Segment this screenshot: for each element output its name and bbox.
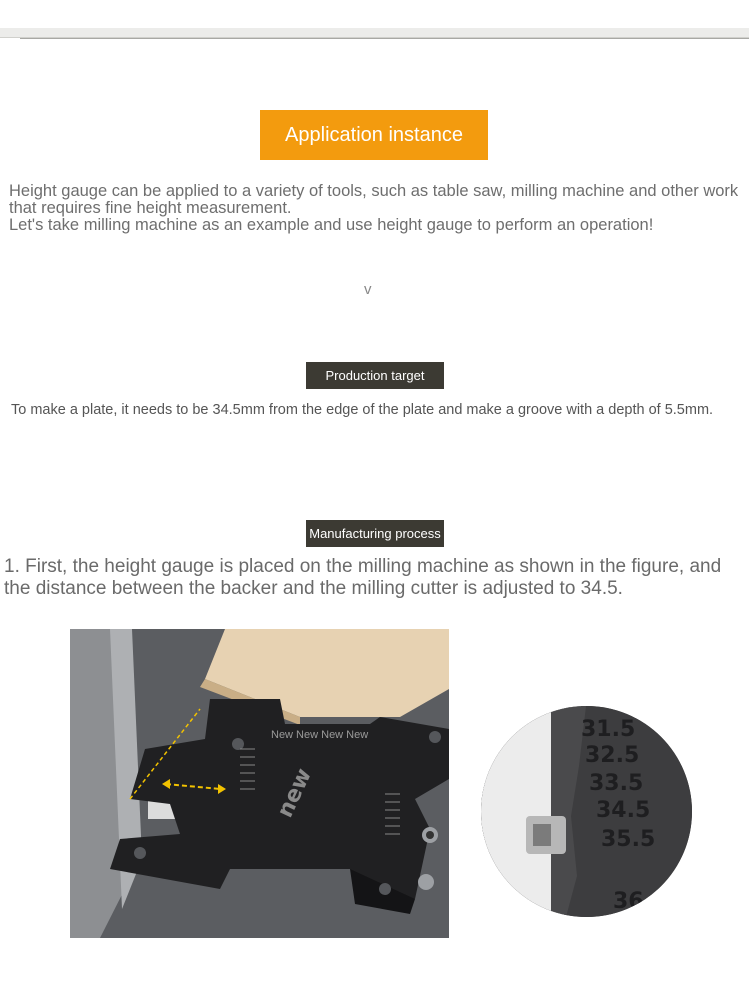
top-divider-bar	[0, 28, 749, 38]
intro-line-2: Let's take milling machine as an example and use height gauge to perform an operation!	[9, 216, 654, 234]
step-1-text: 1. First, the height gauge is placed on the milling machine as shown in the figure, and the distance between the backer and the milling cutter is adjusted to 34.5.	[4, 556, 722, 599]
gauge-closeup-illustration	[481, 706, 692, 917]
closeup-mark-2: 32.5	[585, 743, 640, 768]
divider-line	[20, 38, 749, 39]
section-title-banner	[260, 110, 488, 160]
milling-machine-photo	[70, 629, 449, 938]
intro-line-1: Height gauge can be applied to a variety of tools, such as table saw, milling machine and other work that requires fine height measurement.	[9, 182, 739, 217]
milling-machine-illustration	[70, 629, 449, 938]
closeup-mark-6: 36	[613, 889, 644, 914]
gauge-logo: new	[272, 764, 317, 822]
closeup-mark-4: 34.5	[596, 798, 651, 823]
manufacturing-process-label	[306, 520, 444, 547]
production-target-description: To make a plate, it needs to be 34.5mm from the edge of the plate and make a groove with a depth of 5.5mm.	[11, 402, 714, 418]
intro-text	[9, 183, 739, 234]
closeup-mark-5: 35.5	[601, 827, 656, 852]
production-target-text: Production target	[325, 368, 425, 383]
photo-tag-text: New New New New	[271, 729, 369, 741]
manufacturing-process-text: Manufacturing process	[309, 526, 441, 541]
gauge-closeup-photo	[481, 706, 692, 917]
section-title: Application instance	[285, 123, 463, 146]
production-target-label	[306, 362, 444, 389]
chevron-down-icon: v	[364, 281, 372, 298]
closeup-mark-1: 31.5	[581, 717, 636, 742]
closeup-mark-3: 33.5	[589, 771, 644, 796]
